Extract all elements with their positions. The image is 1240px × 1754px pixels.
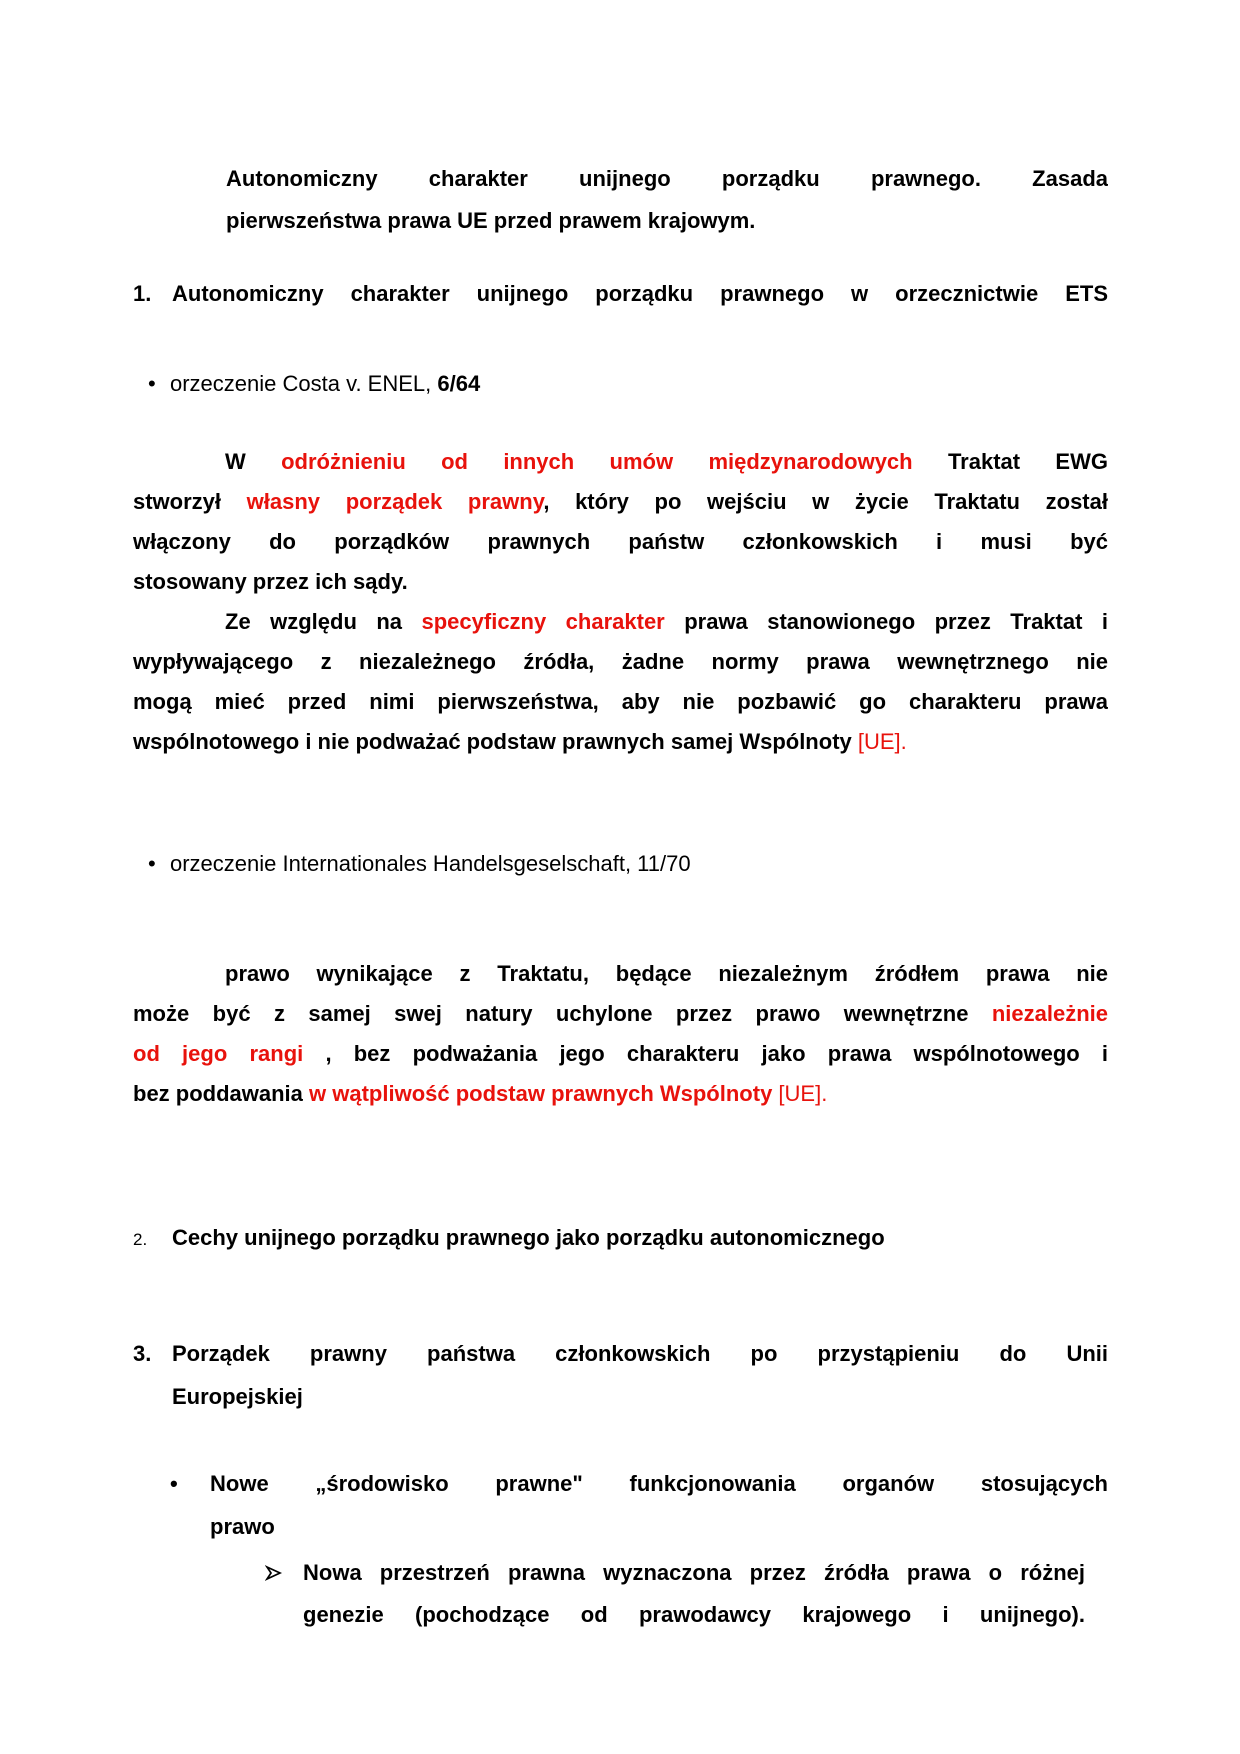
text-line — [210, 1505, 1108, 1548]
text-segment: Traktat EWG — [912, 449, 1108, 474]
text-line — [303, 1594, 1085, 1636]
text-line — [303, 1552, 1085, 1594]
list-item-costa — [133, 364, 1108, 404]
heading-2 — [133, 1218, 1108, 1258]
text-line — [172, 1375, 1108, 1418]
list-item-handels-text — [133, 844, 1108, 884]
text-line — [133, 482, 1108, 522]
sub-list-item-nowa-przestrzen — [265, 1552, 1085, 1636]
bullet-dot-icon: • — [170, 1471, 178, 1496]
text-segment: orzeczenie Internationales Handelsgeselschaft, 11/70 — [170, 851, 691, 876]
quote-costa-paragraph-1 — [133, 442, 1108, 602]
heading-3-text — [133, 1332, 1108, 1418]
text-line — [133, 1074, 1108, 1114]
list-item-nowe-text — [170, 1462, 1108, 1548]
quote-costa-paragraph-2 — [133, 602, 1108, 762]
text-segment: , który po wejściu w życie Traktatu został — [543, 489, 1108, 514]
text-line — [133, 954, 1108, 994]
text-segment: Autonomiczny charakter unijnego porządku prawnego. Zasada — [226, 166, 1108, 191]
quote-handels-paragraph — [133, 954, 1108, 1114]
text-segment: [UE]. — [857, 729, 907, 754]
text-line — [133, 642, 1108, 682]
text-line — [226, 200, 1108, 242]
text-segment: genezie (pochodzące od prawodawcy krajowego i unijnego). — [303, 1602, 1085, 1627]
document-title — [226, 158, 1108, 242]
text-line — [133, 722, 1108, 762]
text-segment: Porządek prawny państwa członkowskich po przystąpieniu do Unii — [172, 1341, 1108, 1366]
text-segment: prawo wynikające z Traktatu, będące niezależnym źródłem prawa nie — [225, 961, 1108, 986]
text-segment: prawo — [210, 1514, 275, 1539]
text-segment: pierwszeństwa prawa UE przed prawem krajowym. — [226, 208, 756, 233]
text-segment: specyficzny charakter — [421, 609, 665, 634]
bullet-dot-icon: • — [148, 851, 156, 876]
text-segment: [UE]. — [778, 1081, 828, 1106]
text-segment: mogą mieć przed nimi pierwszeństwa, aby nie pozbawić go charakteru prawa — [133, 689, 1108, 714]
text-line — [133, 562, 1108, 602]
text-segment: odróżnieniu od innych umów międzynarodowych — [281, 449, 913, 474]
heading-1 — [133, 274, 1108, 314]
list-item-handelsgesellschaft — [133, 844, 1108, 884]
text-segment: może być z samej swej natury uchylone przez prawo wewnętrzne — [133, 1001, 992, 1026]
text-segment: niezależnie — [991, 1001, 1108, 1026]
text-segment: w wątpliwość podstaw prawnych Wspólnoty — [309, 1081, 779, 1106]
text-segment: stworzył — [133, 489, 247, 514]
text-line — [133, 682, 1108, 722]
text-segment: W — [225, 449, 282, 474]
text-line — [133, 522, 1108, 562]
bullet-dot-icon: • — [148, 371, 156, 396]
text-segment: , bez podważania jego charakteru jako prawa wspólnotowego i — [325, 1041, 1108, 1066]
text-segment: włączony do porządków prawnych państw członkowskich i musi być — [133, 529, 1108, 554]
text-segment: prawa stanowionego przez Traktat i — [664, 609, 1108, 634]
heading-3-number: 3. — [133, 1341, 152, 1366]
text-segment: 6/64 — [437, 371, 481, 396]
text-segment: Nowa przestrzeń prawna wyznaczona przez źródła prawa o różnej — [303, 1560, 1085, 1585]
text-line — [133, 602, 1108, 642]
text-segment: stosowany przez ich sądy. — [133, 569, 408, 594]
heading-1-text — [133, 274, 1108, 314]
text-line — [133, 1034, 1108, 1074]
text-segment: wypływającego z niezależnego źródła, żadne normy prawa wewnętrznego nie — [133, 649, 1108, 674]
arrow-bullet-icon — [265, 1562, 283, 1580]
text-line — [172, 274, 1108, 314]
list-item-nowe-srodowisko — [170, 1462, 1108, 1548]
list-item-costa-text — [133, 364, 1108, 404]
text-segment: Europejskiej — [172, 1384, 303, 1409]
heading-3 — [133, 1332, 1108, 1418]
text-line — [226, 158, 1108, 200]
text-segment: wspólnotowego i nie podważać podstaw prawnych samej Wspólnoty — [133, 729, 858, 754]
text-segment: Cechy unijnego porządku prawnego jako porządku autonomicznego — [172, 1225, 885, 1250]
text-segment: orzeczenie Costa v. ENEL, — [170, 371, 438, 396]
heading-1-number: 1. — [133, 281, 152, 306]
text-line — [172, 1218, 1108, 1258]
text-segment: Ze względu na — [225, 609, 422, 634]
text-line — [210, 1462, 1108, 1505]
text-segment: bez poddawania — [133, 1081, 310, 1106]
sub-list-item-nowa-text — [265, 1552, 1085, 1636]
text-segment: Nowe „środowisko prawne" funkcjonowania organów stosujących — [210, 1471, 1108, 1496]
heading-2-number: 2. — [133, 1230, 148, 1249]
text-line — [172, 1332, 1108, 1375]
text-segment: od jego rangi — [133, 1041, 326, 1066]
text-line — [170, 844, 1108, 884]
heading-2-text — [133, 1218, 1108, 1258]
text-line — [133, 442, 1108, 482]
text-segment: własny porządek prawny — [246, 489, 544, 514]
text-line — [133, 994, 1108, 1034]
text-segment: Autonomiczny charakter unijnego porządku prawnego w orzecznictwie ETS — [172, 281, 1108, 306]
text-line — [170, 364, 1108, 404]
